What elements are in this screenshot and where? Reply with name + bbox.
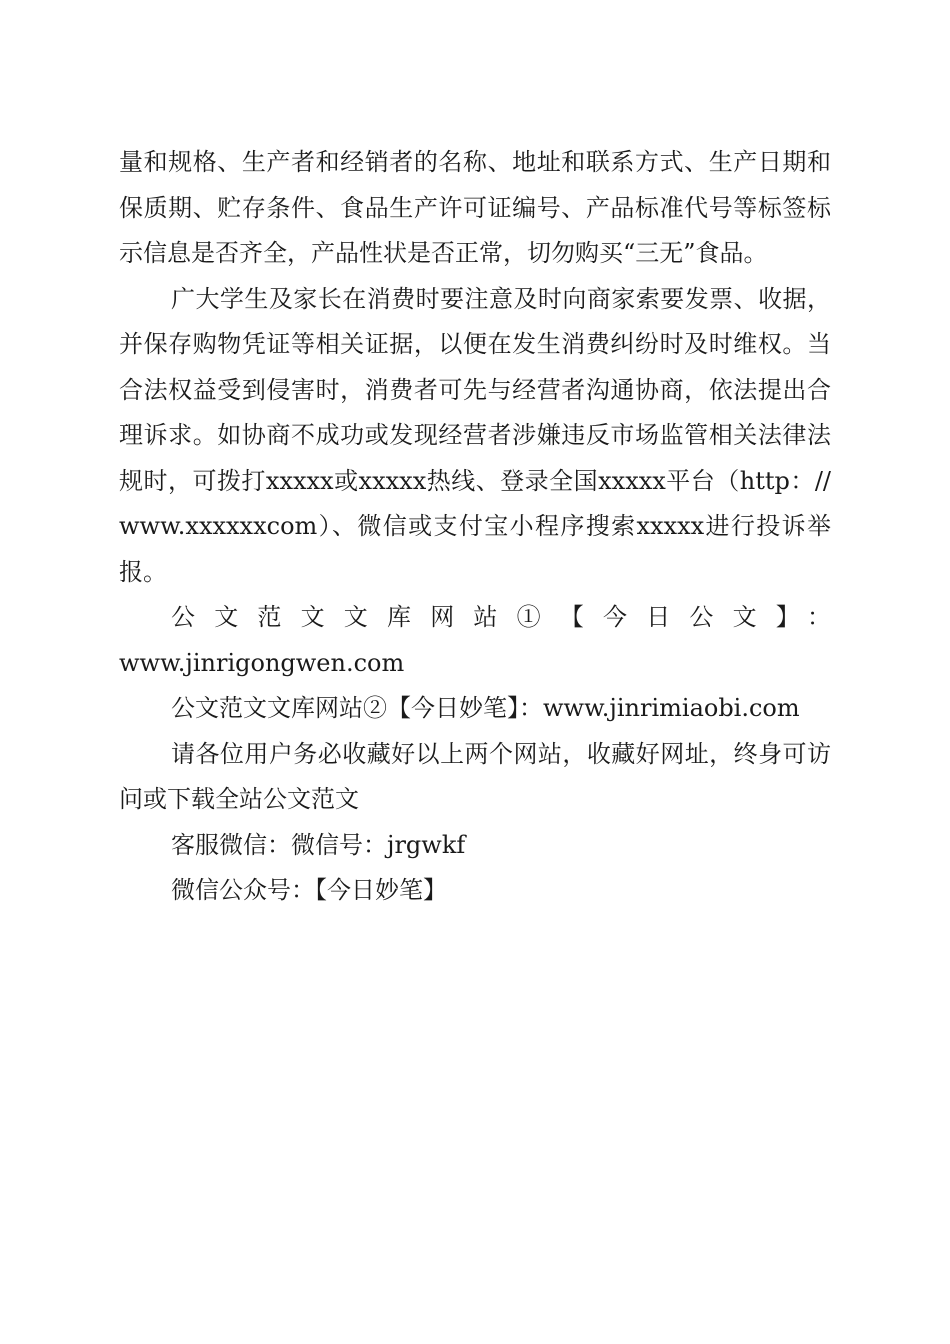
paragraph-consumer-rights: 广大学生及家长在消费时要注意及时向商家索要发票、收据，并保存购物凭证等相关证据，以便在发生消费纠纷时及时维权。当合法权益受到侵害时，消费者可先与经营者沟通协商，依法提出合理诉求。如协商不成功或发现经营者涉嫌违反市场监管相关法律法规时，可拨打xxxxx或xxxxx热线、登录全国xxxxx平台（http：//www.xxxxxxcom）、微信或支付宝小程序搜索xxxxx进行投诉举报。 — [119, 284, 831, 586]
paragraph-food-label: 量和规格、生产者和经销者的名称、地址和联系方式、生产日期和保质期、贮存条件、食品生产许可证编号、产品标准代号等标签标示信息是否齐全，产品性状是否正常，切勿购买“三无”食品。 — [119, 148, 831, 267]
service-wechat: 客服微信：微信号：jrgwkf — [171, 830, 466, 859]
site2-line: 公文范文文库网站②【今日妙笔】：www.jinrimiaobi.com — [171, 694, 800, 722]
bookmark-notice: 请各位用户务必收藏好以上两个网站，收藏好网址，终身可访问或下载全站公文范文 — [119, 739, 831, 813]
public-account: 微信公众号：【今日妙笔】 — [171, 876, 447, 904]
site1-label: 公文范文文库网站①【今日公文】： — [171, 603, 831, 631]
site1-url[interactable]: www.jinrigongwen.com — [119, 648, 405, 677]
document-page — [119, 140, 831, 914]
